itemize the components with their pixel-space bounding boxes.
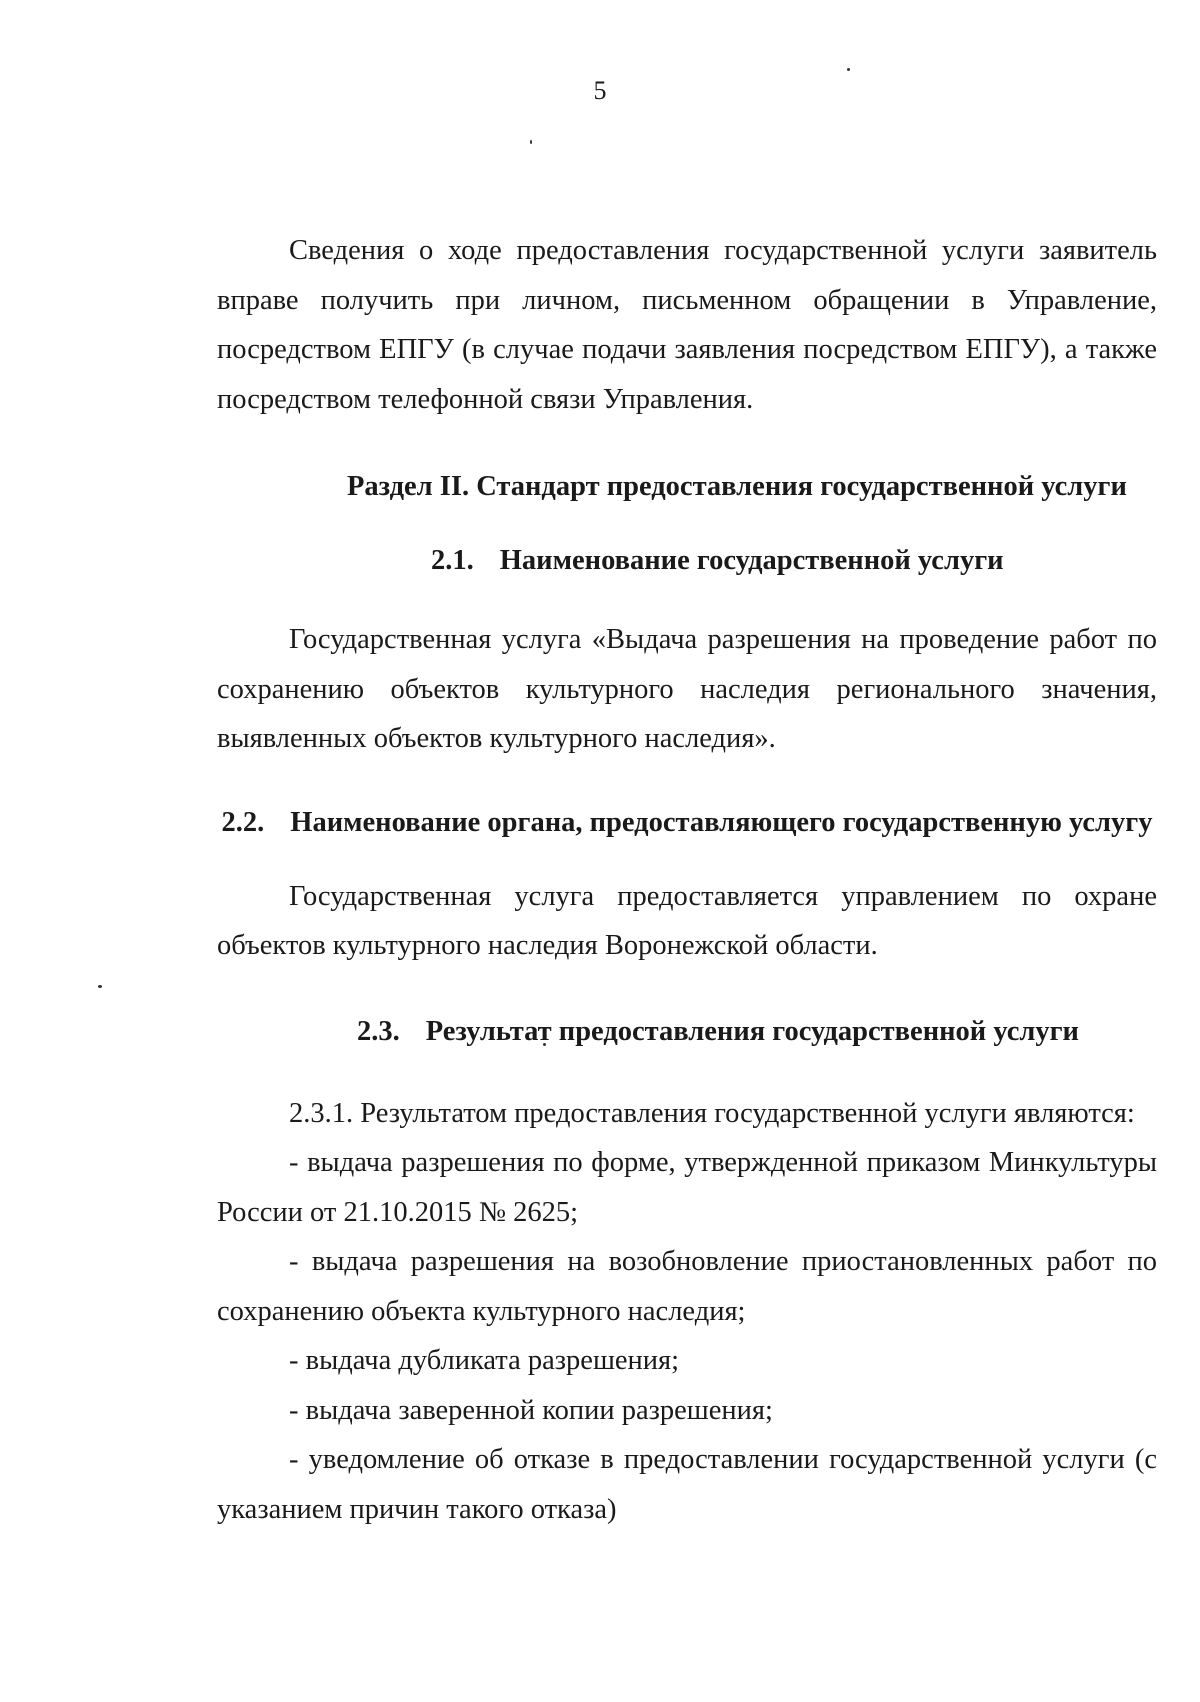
subsection-title: Результат предоставления государственной услуги [425, 1015, 1079, 1047]
subsection-2-1-heading [431, 544, 1157, 578]
subsection-2-3-heading [357, 1015, 1157, 1049]
scan-speck [98, 985, 102, 988]
result-list-item: - выдача дубликата разрешения; [289, 1345, 680, 1376]
page-number: 5 [593, 76, 607, 105]
paragraph-service-name: Государственная услуга «Выдача разрешения на проведение работ по сохранению объектов культурного наследия регионального значения, выявленных объектов культурного наследия». [217, 624, 1157, 754]
subsection-number: 2.3. [357, 1015, 400, 1047]
scan-speck [847, 68, 850, 71]
result-list-item: - выдача заверенной копии разрешения; [289, 1394, 773, 1426]
subsection-title: Наименование органа, предоставляющего государственную услугу [290, 806, 1153, 838]
paragraph-result-intro: 2.3.1. Результатом предоставления государственной услуги являются: [289, 1097, 1135, 1129]
document-body [217, 226, 1157, 1534]
section-heading: Раздел II. Стандарт предоставления государственной услуги [347, 471, 1127, 502]
subsection-title: Наименование государственной услуги [499, 545, 1004, 576]
paragraph-service-body: Государственная услуга предоставляется управлением по охране объектов культурного наследия Воронежской области. [217, 880, 1157, 961]
paragraph-svedeniya: Сведения о ходе предоставления государственной услуги заявитель вправе получить при личном, письменном обращении в Управление, посредством ЕПГУ (в случае подачи заявления посредством ЕПГУ), а также посредством телефонной связи Управления. [217, 235, 1157, 415]
subsection-number: 2.2. [221, 806, 265, 838]
result-list-item: - выдача разрешения на возобновление приостановленных работ по сохранению объекта культурного наследия; [217, 1246, 1157, 1327]
result-list-item: - уведомление об отказе в предоставлении государственной услуги (с указанием причин такого отказа) [217, 1444, 1157, 1525]
subsection-2-2-heading [217, 806, 1157, 840]
scan-speck [530, 140, 532, 144]
subsection-number: 2.1. [431, 545, 474, 576]
result-list-item: - выдача разрешения по форме, утвержденной приказом Минкультуры России от 21.10.2015 № 2625; [217, 1147, 1157, 1228]
